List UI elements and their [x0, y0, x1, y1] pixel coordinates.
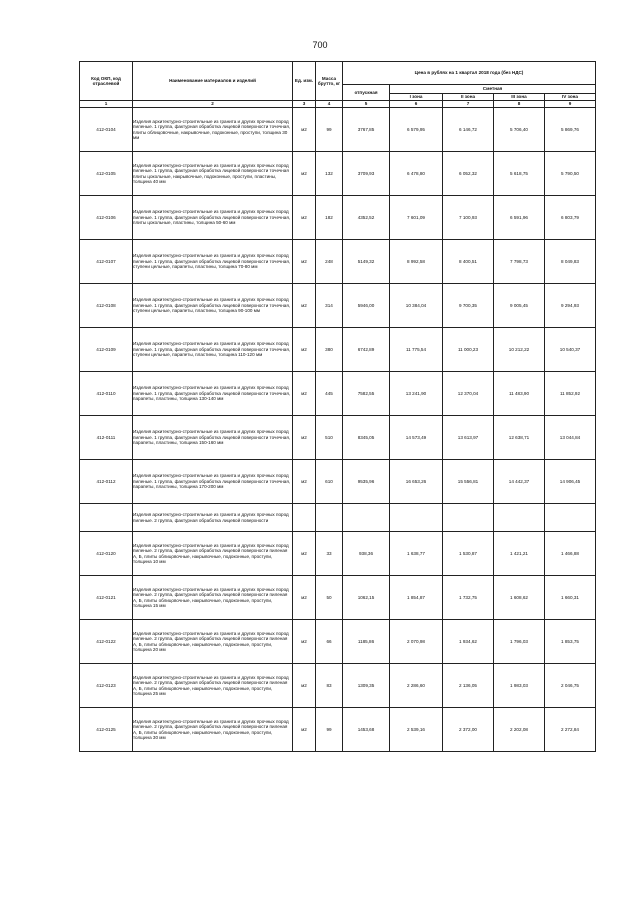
row-release-price: 4352,52 [343, 196, 390, 240]
table-row [80, 416, 596, 460]
row-code: 412-0112 [80, 460, 133, 504]
table-body [80, 108, 596, 752]
row-price-zone-1: 16 653,26 [390, 460, 443, 504]
column-number: 2 [133, 101, 293, 108]
table-row [80, 372, 596, 416]
row-price-zone-4: 8 049,83 [545, 240, 596, 284]
row-unit: м2 [293, 664, 316, 708]
row-price-zone-2: 2 136,05 [443, 664, 494, 708]
header-zone-3: III зона [494, 94, 545, 101]
table-row [80, 620, 596, 664]
row-price-zone-1: 7 601,09 [390, 196, 443, 240]
row-release-price: 1062,15 [343, 576, 390, 620]
row-mass: 314 [316, 284, 343, 328]
row-code: 412-0122 [80, 620, 133, 664]
row-code: 412-0104 [80, 108, 133, 152]
row-code: 412-0105 [80, 152, 133, 196]
row-release-price: 9535,96 [343, 460, 390, 504]
row-mass: 248 [316, 240, 343, 284]
row-name: Изделия архитектурно-строительные из гранита и других прочных пород пиленые. 2 группа, фактурная обработка лицевой поверхности [133, 504, 293, 532]
row-code: 412-0110 [80, 372, 133, 416]
header-zone-1: I зона [390, 94, 443, 101]
row-name: Изделия архитектурно-строительные из гранита и других прочных пород пиленые. 2 группа, фактурная обработка лицевой поверхности пиленая А, Б, плиты облицовочные, накрывочные, подоконные, проступи, толщина 25 мм [133, 664, 293, 708]
row-mass: 510 [316, 416, 343, 460]
column-number: 8 [494, 101, 545, 108]
row-name: Изделия архитектурно-строительные из гранита и других прочных пород пиленые. 1 группа, фактурная обработка лицевой поверхности точечная, ступени цельные, парапеты, пластины, толщина 90-100 мм [133, 284, 293, 328]
row-mass: 99 [316, 108, 343, 152]
row-mass: 132 [316, 152, 343, 196]
row-price-zone-1 [390, 504, 443, 532]
table-row [80, 532, 596, 576]
row-price-zone-4: 6 803,79 [545, 196, 596, 240]
row-release-price: 1453,68 [343, 708, 390, 752]
row-price-zone-2: 1 530,87 [443, 532, 494, 576]
row-release-price: 938,36 [343, 532, 390, 576]
row-price-zone-2: 9 700,35 [443, 284, 494, 328]
row-release-price: 6742,89 [343, 328, 390, 372]
row-code: 412-0123 [80, 664, 133, 708]
table-row [80, 328, 596, 372]
page-number: 700 [312, 40, 328, 50]
row-code: 412-0125 [80, 708, 133, 752]
row-mass [316, 504, 343, 532]
table-row [80, 664, 596, 708]
row-name: Изделия архитектурно-строительные из гранита и других прочных пород пиленые. 1 группа, фактурная обработка лицевой поверхности точечная, парапеты, пластины, толщина 150-160 мм [133, 416, 293, 460]
row-unit: м2 [293, 328, 316, 372]
row-price-zone-4: 2 272,84 [545, 708, 596, 752]
header-price-group: Цена в рублях на 1 квартал 2018 года (без НДС) [343, 62, 596, 85]
row-release-price [343, 504, 390, 532]
row-price-zone-1: 14 573,49 [390, 416, 443, 460]
row-price-zone-4: 1 466,88 [545, 532, 596, 576]
row-code: 412-0107 [80, 240, 133, 284]
row-price-zone-3: 10 212,22 [494, 328, 545, 372]
table-row [80, 460, 596, 504]
header-unit: Ед. изм. [293, 62, 316, 101]
row-code [80, 504, 133, 532]
row-code: 412-0106 [80, 196, 133, 240]
row-mass: 50 [316, 576, 343, 620]
row-price-zone-1: 2 539,16 [390, 708, 443, 752]
row-name: Изделия архитектурно-строительные из гранита и других прочных пород пиленые. 2 группа, фактурная обработка лицевой поверхности пиленая А, Б, плиты облицовочные, накрывочные, подоконные, проступи, толщина 15 мм [133, 576, 293, 620]
row-price-zone-4: 14 906,45 [545, 460, 596, 504]
row-code: 412-0111 [80, 416, 133, 460]
row-price-zone-2: 2 372,00 [443, 708, 494, 752]
column-number: 5 [343, 101, 390, 108]
row-price-zone-4: 5 869,76 [545, 108, 596, 152]
row-mass: 66 [316, 620, 343, 664]
row-code: 412-0108 [80, 284, 133, 328]
header-code: Код ОКП, код отраслевой [80, 62, 133, 101]
row-name: Изделия архитектурно-строительные из гранита и других прочных пород пиленые. 1 группа, фактурная обработка лицевой поверхности точечная, плиты облицовочные, накрывочные, подоконные, проступи, толщина 30 мм [133, 108, 293, 152]
row-unit: м2 [293, 708, 316, 752]
table-row [80, 108, 596, 152]
row-price-zone-4: 1 660,31 [545, 576, 596, 620]
row-unit: м2 [293, 108, 316, 152]
row-price-zone-3: 6 591,96 [494, 196, 545, 240]
row-price-zone-3: 12 638,71 [494, 416, 545, 460]
row-price-zone-4: 2 046,75 [545, 664, 596, 708]
table-row [80, 240, 596, 284]
price-table [79, 61, 596, 752]
row-price-zone-3: 5 618,75 [494, 152, 545, 196]
row-mass: 610 [316, 460, 343, 504]
row-name: Изделия архитектурно-строительные из гранита и других прочных пород пиленые. 1 группа, фактурная обработка лицевой поверхности точечная, плиты цокольные, пластины, толщина 50-60 мм [133, 196, 293, 240]
header-estimate-price: Сметная [390, 85, 596, 94]
row-price-zone-4: 5 790,50 [545, 152, 596, 196]
row-mass: 380 [316, 328, 343, 372]
row-unit: м2 [293, 416, 316, 460]
row-release-price: 3767,85 [343, 108, 390, 152]
table-row [80, 284, 596, 328]
row-unit: м2 [293, 532, 316, 576]
row-price-zone-2: 13 613,97 [443, 416, 494, 460]
header-zone-4: IV зона [545, 94, 596, 101]
column-number: 7 [443, 101, 494, 108]
table-row [80, 152, 596, 196]
row-unit: м2 [293, 460, 316, 504]
column-number: 6 [390, 101, 443, 108]
row-price-zone-2: 8 400,51 [443, 240, 494, 284]
row-release-price: 1185,86 [343, 620, 390, 664]
row-code: 412-0109 [80, 328, 133, 372]
header-mass: Масса брутто, кг [316, 62, 343, 101]
row-unit: м2 [293, 240, 316, 284]
row-price-zone-3: 7 798,73 [494, 240, 545, 284]
row-price-zone-1: 1 638,77 [390, 532, 443, 576]
row-unit: м2 [293, 196, 316, 240]
row-price-zone-1: 13 241,90 [390, 372, 443, 416]
row-name: Изделия архитектурно-строительные из гранита и других прочных пород пиленые. 1 группа, фактурная обработка лицевой поверхности точечная, ступени цельные, парапеты, пластины, толщина 110-120 мм [133, 328, 293, 372]
row-unit: м2 [293, 372, 316, 416]
header-release-price: отпускная [343, 85, 390, 101]
row-release-price: 3709,93 [343, 152, 390, 196]
row-unit: м2 [293, 620, 316, 664]
row-price-zone-4: 10 540,37 [545, 328, 596, 372]
table-row [80, 708, 596, 752]
row-price-zone-3: 1 608,62 [494, 576, 545, 620]
row-name: Изделия архитектурно-строительные из гранита и других прочных пород пиленые. 1 группа, фактурная обработка лицевой поверхности точечная плиты цокольные, накрывочные, подоконные, проступи, пластины, толщина 40 мм [133, 152, 293, 196]
row-price-zone-4: 1 853,75 [545, 620, 596, 664]
row-price-zone-4: 9 294,93 [545, 284, 596, 328]
row-price-zone-2: 1 732,75 [443, 576, 494, 620]
row-release-price: 8345,05 [343, 416, 390, 460]
row-price-zone-1: 8 992,58 [390, 240, 443, 284]
row-price-zone-4 [545, 504, 596, 532]
row-code: 412-0121 [80, 576, 133, 620]
row-price-zone-2: 1 934,62 [443, 620, 494, 664]
row-price-zone-2: 6 146,72 [443, 108, 494, 152]
table-row [80, 196, 596, 240]
column-number: 1 [80, 101, 133, 108]
row-price-zone-3 [494, 504, 545, 532]
row-mass: 182 [316, 196, 343, 240]
row-price-zone-3: 2 202,08 [494, 708, 545, 752]
column-number: 4 [316, 101, 343, 108]
row-price-zone-2: 12 370,04 [443, 372, 494, 416]
row-unit: м2 [293, 284, 316, 328]
row-price-zone-1: 2 070,98 [390, 620, 443, 664]
row-release-price: 1309,35 [343, 664, 390, 708]
row-price-zone-1: 1 854,87 [390, 576, 443, 620]
row-price-zone-1: 2 286,60 [390, 664, 443, 708]
row-release-price: 5946,00 [343, 284, 390, 328]
row-unit: м2 [293, 576, 316, 620]
row-price-zone-2: 6 052,32 [443, 152, 494, 196]
row-price-zone-3: 1 421,21 [494, 532, 545, 576]
group-row [80, 504, 596, 532]
row-mass: 445 [316, 372, 343, 416]
row-name: Изделия архитектурно-строительные из гранита и других прочных пород пиленые. 1 группа, фактурная обработка лицевой поверхности точечная, парапеты, пластины, толщина 130-140 мм [133, 372, 293, 416]
table-row [80, 576, 596, 620]
row-unit [293, 504, 316, 532]
row-name: Изделия архитектурно-строительные из гранита и других прочных пород пиленые. 1 группа, фактурная обработка лицевой поверхности точечная, ступени цельные, парапеты, пластины, толщина 70-80 мм [133, 240, 293, 284]
row-price-zone-1: 11 775,54 [390, 328, 443, 372]
row-name: Изделия архитектурно-строительные из гранита и других прочных пород пиленые. 2 группа, фактурная обработка лицевой поверхности пиленая А, Б, плиты облицовочные, накрывочные, подоконные, проступи, толщина 10 мм [133, 532, 293, 576]
row-mass: 33 [316, 532, 343, 576]
row-price-zone-3: 11 483,90 [494, 372, 545, 416]
row-price-zone-2: 15 556,81 [443, 460, 494, 504]
row-name: Изделия архитектурно-строительные из гранита и других прочных пород пиленые. 2 группа, фактурная обработка лицевой поверхности пиленая А, Б, плиты облицовочные, накрывочные, подоконные, проступи, толщина 20 мм [133, 620, 293, 664]
row-name: Изделия архитектурно-строительные из гранита и других прочных пород пиленые. 1 группа, фактурная обработка лицевой поверхности точечная, парапеты, пластины, толщина 170-200 мм [133, 460, 293, 504]
row-price-zone-2: 7 100,93 [443, 196, 494, 240]
row-price-zone-4: 11 852,92 [545, 372, 596, 416]
row-price-zone-2: 11 000,23 [443, 328, 494, 372]
row-price-zone-1: 6 478,80 [390, 152, 443, 196]
row-price-zone-3: 14 442,37 [494, 460, 545, 504]
row-name: Изделия архитектурно-строительные из гранита и других прочных пород пиленые. 2 группа, фактурная обработка лицевой поверхности пиленая А, Б, плиты облицовочные, накрывочные, подоконные, проступи, толщина 30 мм [133, 708, 293, 752]
row-mass: 83 [316, 664, 343, 708]
header-name: Наименование материалов и изделий [133, 62, 293, 101]
row-unit: м2 [293, 152, 316, 196]
row-release-price: 5149,32 [343, 240, 390, 284]
row-code: 412-0120 [80, 532, 133, 576]
row-price-zone-3: 1 796,03 [494, 620, 545, 664]
row-mass: 99 [316, 708, 343, 752]
row-price-zone-3: 9 005,45 [494, 284, 545, 328]
header-zone-2: II зона [443, 94, 494, 101]
row-price-zone-1: 10 384,04 [390, 284, 443, 328]
row-release-price: 7582,55 [343, 372, 390, 416]
row-price-zone-1: 6 579,95 [390, 108, 443, 152]
row-price-zone-2 [443, 504, 494, 532]
column-number: 3 [293, 101, 316, 108]
row-price-zone-3: 5 706,40 [494, 108, 545, 152]
row-price-zone-3: 1 983,03 [494, 664, 545, 708]
row-price-zone-4: 13 044,84 [545, 416, 596, 460]
column-number: 9 [545, 101, 596, 108]
